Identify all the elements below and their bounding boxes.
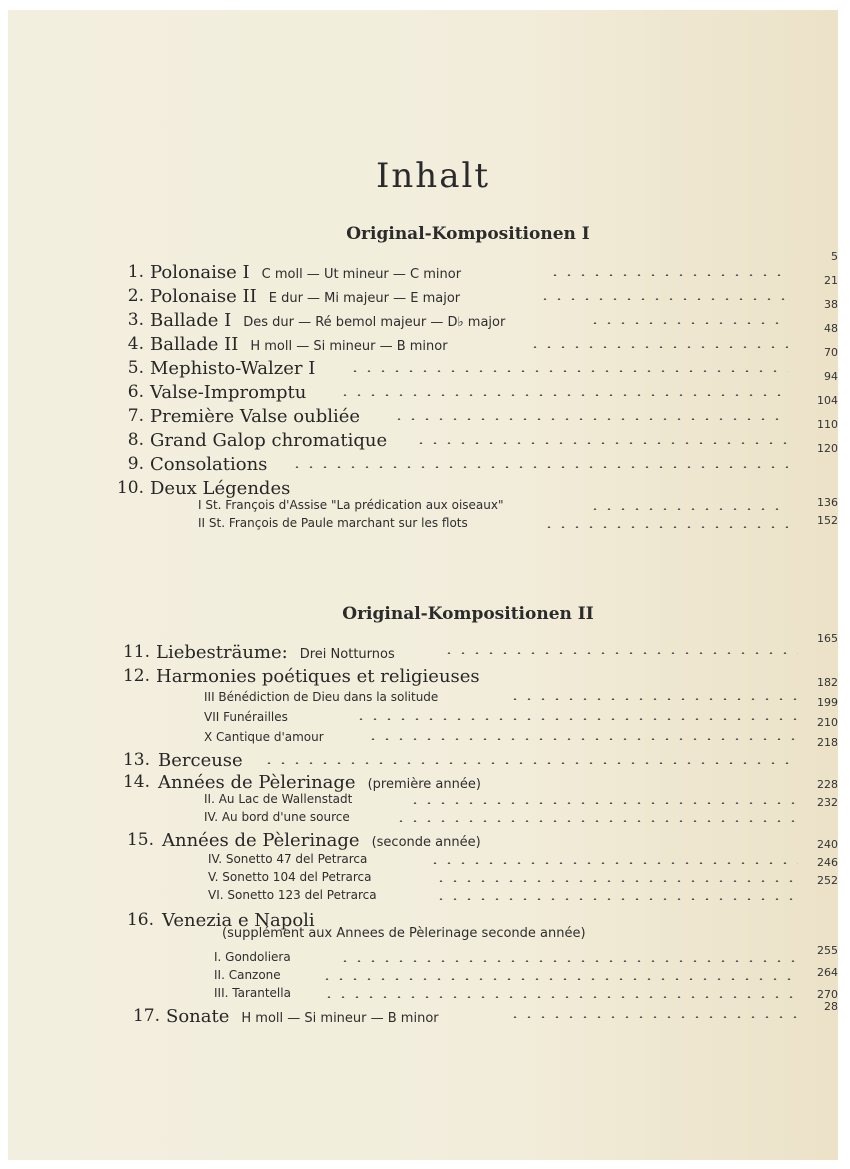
page-number: 48: [824, 322, 838, 335]
page-number: 232: [817, 796, 838, 809]
dot-leader: [588, 508, 788, 510]
toc-entry: [8, 666, 838, 690]
page-number: 210: [817, 716, 838, 729]
page-number: 38: [824, 298, 838, 311]
page-title: Inhalt: [375, 156, 491, 196]
toc-entry: [8, 250, 838, 286]
entry-title: Ballade I Des dur — Ré bemol majeur — D♭ major: [150, 310, 506, 331]
section-heading: Original-Kompositionen I: [346, 224, 590, 244]
entry-number: 17.: [132, 1006, 160, 1026]
entry-number: 7.: [127, 406, 144, 426]
entry-number: 12.: [122, 666, 150, 686]
page-number: 270: [817, 988, 838, 1001]
entry-number: 6.: [127, 382, 144, 402]
subentry-title: X Cantique d'amour: [204, 730, 324, 744]
toc-entry: [8, 1000, 838, 1030]
toc-entry: [8, 394, 838, 430]
entry-number: 15.: [126, 830, 154, 850]
entry-key: (seconde année): [371, 835, 481, 850]
page-number: 70: [824, 346, 838, 359]
entry-key: Drei Notturnos: [299, 647, 395, 662]
dot-leader: [366, 738, 798, 740]
dot-leader: [442, 652, 798, 654]
toc-subentry: [8, 516, 838, 540]
subentry-title: III Bénédiction de Dieu dans la solitude: [204, 690, 439, 704]
entry-number: 14.: [122, 772, 150, 792]
entry-key: E dur — Mi majeur — E major: [268, 291, 461, 306]
dot-leader: [262, 762, 798, 764]
entry-title: Première Valse oubliée: [150, 406, 361, 427]
dot-leader: [508, 1016, 798, 1018]
entry-number: 2.: [127, 286, 144, 306]
dot-leader: [408, 802, 798, 804]
subentry-title: IV. Au bord d'une source: [204, 810, 350, 824]
dot-leader: [320, 978, 798, 980]
page-number: 104: [817, 394, 838, 407]
toc-entry: [8, 632, 838, 666]
page-number: 21: [824, 274, 838, 287]
entry-title: Polonaise I C moll — Ut mineur — C minor: [150, 262, 462, 283]
section-heading: Original-Kompositionen II: [342, 604, 594, 624]
entry-key: Des dur — Ré bemol majeur — D♭ major: [243, 315, 506, 330]
subentry-title: VII Funérailles: [204, 710, 288, 724]
dot-leader: [290, 466, 788, 468]
entry-key: (première année): [367, 777, 481, 792]
dot-leader: [528, 346, 788, 348]
dot-leader: [394, 820, 798, 822]
dot-leader: [434, 898, 798, 900]
page-number: 136: [817, 496, 838, 509]
entry-number: 5.: [127, 358, 144, 378]
toc-entry: [8, 830, 838, 854]
dot-leader: [428, 862, 798, 864]
entry-title: Harmonies poétiques et religieuses: [156, 666, 480, 687]
dot-leader: [338, 960, 798, 962]
page-number: 5: [831, 250, 838, 263]
entry-title: Ballade II H moll — Si mineur — B minor: [150, 334, 448, 355]
page-number: 264: [817, 966, 838, 979]
entry-key: C moll — Ut mineur — C minor: [261, 267, 462, 282]
entry-title: Polonaise II E dur — Mi majeur — E major: [150, 286, 461, 307]
page-number: 240: [817, 838, 838, 851]
entry-title: Années de Pèlerinage (seconde année): [162, 830, 481, 851]
entry-title: Sonate H moll — Si mineur — B minor: [166, 1006, 439, 1027]
page-number: 165: [817, 632, 838, 645]
entry-key: H moll — Si mineur — B minor: [241, 1011, 439, 1026]
toc-entry: [8, 442, 838, 478]
dot-leader: [392, 418, 788, 420]
page-number: 246: [817, 856, 838, 869]
entry-title: Deux Légendes: [150, 478, 291, 499]
toc-subentry: [8, 888, 838, 912]
subentry-title: II. Canzone: [214, 968, 281, 982]
subentry-title: V. Sonetto 104 del Petrarca: [208, 870, 372, 884]
dot-leader: [338, 394, 788, 396]
dot-leader: [354, 718, 798, 720]
dot-leader: [322, 996, 798, 998]
page-number: 252: [817, 874, 838, 887]
entry-number: 3.: [127, 310, 144, 330]
subentry-title: III. Tarantella: [214, 986, 291, 1000]
page-number: 255: [817, 944, 838, 957]
dot-leader: [538, 298, 788, 300]
subentry-title: II. Au Lac de Wallenstadt: [204, 792, 353, 806]
page-number: 182: [817, 676, 838, 689]
subentry-title: I St. François d'Assise "La prédication aux oiseaux": [198, 498, 504, 512]
toc-entry: [8, 370, 838, 406]
dot-leader: [348, 370, 788, 372]
page-number: 218: [817, 736, 838, 749]
entry-number: 13.: [122, 750, 150, 770]
entry-number: 10.: [116, 478, 144, 498]
entry-title: Grand Galop chromatique: [150, 430, 388, 451]
subentry-title: IV. Sonetto 47 del Petrarca: [208, 852, 368, 866]
entry-title: Venezia e Napoli: [162, 910, 315, 931]
page-number: 120: [817, 442, 838, 455]
supplement-note: (supplément aux Annees de Pèlerinage seconde année): [222, 926, 586, 941]
subentry-title: II St. François de Paule marchant sur les flots: [198, 516, 468, 530]
entry-key: H moll — Si mineur — B minor: [250, 339, 448, 354]
entry-title: Consolations: [150, 454, 268, 475]
entry-title: Années de Pèlerinage (première année): [158, 772, 481, 793]
toc-entry: [8, 418, 838, 454]
entry-number: 16.: [126, 910, 154, 930]
entry-number: 11.: [122, 642, 150, 662]
dot-leader: [414, 442, 788, 444]
document-page: [8, 10, 838, 1160]
entry-title: Mephisto-Walzer I: [150, 358, 316, 379]
page-number: 28: [824, 1000, 838, 1013]
page-number: 228: [817, 778, 838, 791]
entry-title: Valse-Impromptu: [150, 382, 307, 403]
entry-number: 8.: [127, 430, 144, 450]
dot-leader: [508, 698, 798, 700]
dot-leader: [434, 880, 798, 882]
page-number: 110: [817, 418, 838, 431]
entry-number: 1.: [127, 262, 144, 282]
subentry-title: VI. Sonetto 123 del Petrarca: [208, 888, 377, 902]
entry-number: 4.: [127, 334, 144, 354]
page-number: 152: [817, 514, 838, 527]
page-number: 94: [824, 370, 838, 383]
entry-number: 9.: [127, 454, 144, 474]
entry-title: Berceuse: [158, 750, 243, 771]
dot-leader: [542, 526, 788, 528]
dot-leader: [588, 322, 788, 324]
entry-title: Liebesträume: Drei Notturnos: [156, 642, 395, 663]
page-number: 199: [817, 696, 838, 709]
dot-leader: [548, 274, 788, 276]
subentry-title: I. Gondoliera: [214, 950, 291, 964]
